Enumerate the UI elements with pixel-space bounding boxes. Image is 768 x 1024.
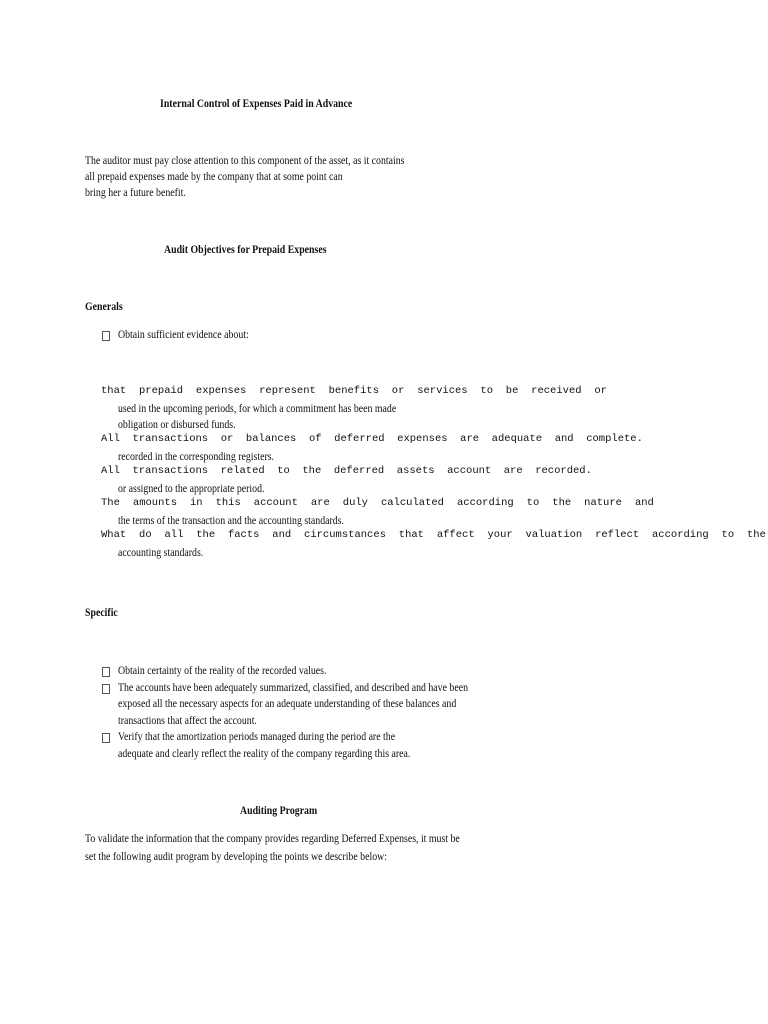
objective-word: calculated — [380, 497, 444, 509]
objective-word: affect — [436, 529, 475, 541]
objective-word: the — [746, 529, 766, 541]
document-title: Internal Control of Expenses Paid in Advance — [160, 96, 353, 110]
objective-word: complete. — [586, 433, 643, 445]
program-line: set the following audit program by developing the points we describe below: — [85, 849, 387, 863]
objective-word: valuation — [525, 529, 583, 541]
objective-word: related — [220, 465, 265, 477]
objective-word: are — [503, 465, 523, 477]
objective-word: amounts — [132, 497, 177, 509]
objective-word: the — [196, 529, 216, 541]
objective-continuation-line: the terms of the transaction and the accounting standards. — [118, 513, 344, 527]
objective-word: to — [526, 497, 540, 509]
objective-continuation-line: or assigned to the appropriate period. — [118, 481, 265, 495]
objective-word: to — [277, 465, 290, 477]
specific-item-line: Verify that the amortization periods managed during the period are the — [118, 729, 396, 743]
objective-word: and — [554, 433, 574, 445]
specific-heading: Specific — [85, 605, 118, 619]
objective-word: or — [391, 385, 405, 397]
objective-continuation-line: recorded in the corresponding registers. — [118, 449, 275, 463]
objective-word: and — [634, 497, 654, 509]
bullet-box-icon — [102, 681, 110, 699]
objective-word: transactions — [132, 465, 209, 477]
objective-word: are — [460, 433, 480, 445]
objective-word: deferred — [333, 465, 385, 477]
program-line: To validate the information that the company provides regarding Deferred Expenses, it must be — [85, 831, 460, 845]
objective-word: What — [101, 529, 127, 541]
objective-word: All — [101, 433, 120, 445]
objective-word: your — [487, 529, 513, 541]
objective-word: or — [594, 385, 607, 397]
objective-word: that — [101, 385, 127, 397]
objective-word: that — [398, 529, 424, 541]
objective-word: in — [189, 497, 203, 509]
specific-item-line: exposed all the necessary aspects for an adequate understanding of these balances and — [118, 696, 457, 710]
objective-word: do — [139, 529, 152, 541]
bullet-box-icon — [102, 328, 110, 346]
objective-word: according — [456, 497, 514, 509]
objective-word: All — [101, 465, 120, 477]
objective-word: circumstances — [304, 529, 386, 541]
objective-word: or — [220, 433, 234, 445]
objective-word: be — [505, 385, 519, 397]
objective-word: assets — [396, 465, 435, 477]
objective-word: expenses — [195, 385, 247, 397]
specific-item-line: transactions that affect the account. — [118, 712, 257, 727]
objective-first-line — [101, 495, 654, 511]
objective-word: of — [308, 433, 322, 445]
objective-word: are — [310, 497, 330, 509]
objective-word: account — [253, 497, 298, 509]
objective-word: facts — [227, 529, 260, 541]
objective-first-line — [101, 431, 643, 447]
specific-item-line: adequate and clearly reflect the reality of the company regarding this area. — [118, 745, 411, 760]
objective-word: benefits — [328, 385, 380, 397]
objective-word: represent — [259, 385, 316, 397]
objective-word: balances — [245, 433, 297, 445]
objective-word: deferred — [334, 433, 385, 445]
program-heading: Auditing Program — [240, 803, 318, 817]
objective-continuation-line: obligation or disbursed funds. — [118, 417, 236, 431]
generals-bullet-text: Obtain sufficient evidence about: — [118, 327, 249, 341]
objective-word: and — [272, 529, 292, 541]
objective-word: to — [721, 529, 735, 541]
intro-line: bring her a future benefit. — [85, 185, 186, 199]
objective-first-line — [101, 527, 766, 543]
objective-word: reflect — [595, 529, 640, 541]
objective-word: expenses — [397, 433, 448, 445]
objective-word: recorded. — [535, 465, 592, 477]
objective-first-line — [101, 383, 607, 399]
objective-word: the — [552, 497, 572, 509]
objective-continuation-line: used in the upcoming periods, for which a commitment has been made — [118, 401, 397, 415]
objectives-heading: Audit Objectives for Prepaid Expenses — [164, 242, 327, 256]
objective-word: to — [480, 385, 493, 397]
objective-word: duly — [342, 497, 368, 509]
objective-word: the — [302, 465, 322, 477]
specific-item-line: Obtain certainty of the reality of the recorded values. — [118, 663, 327, 677]
objective-word: The — [101, 497, 120, 509]
objective-word: this — [215, 497, 241, 509]
bullet-box-icon — [102, 730, 110, 748]
objective-first-line — [101, 463, 592, 479]
generals-heading: Generals — [85, 299, 123, 313]
objective-word: according — [652, 529, 709, 541]
objective-word: prepaid — [139, 385, 184, 397]
intro-line: all prepaid expenses made by the company that at some point can — [85, 169, 343, 183]
objective-word: services — [417, 385, 468, 397]
objective-word: received — [531, 385, 582, 397]
objective-word: nature — [584, 497, 622, 509]
objective-word: adequate — [491, 433, 543, 445]
bullet-box-icon — [102, 664, 110, 682]
objective-word: all — [164, 529, 184, 541]
specific-item-line: The accounts have been adequately summarized, classified, and described and have been — [118, 679, 468, 694]
objective-continuation-line: accounting standards. — [118, 545, 204, 559]
objective-word: account — [447, 465, 492, 477]
intro-line: The auditor must pay close attention to this component of the asset, as it contains — [85, 153, 405, 167]
objective-word: transactions — [132, 433, 209, 445]
